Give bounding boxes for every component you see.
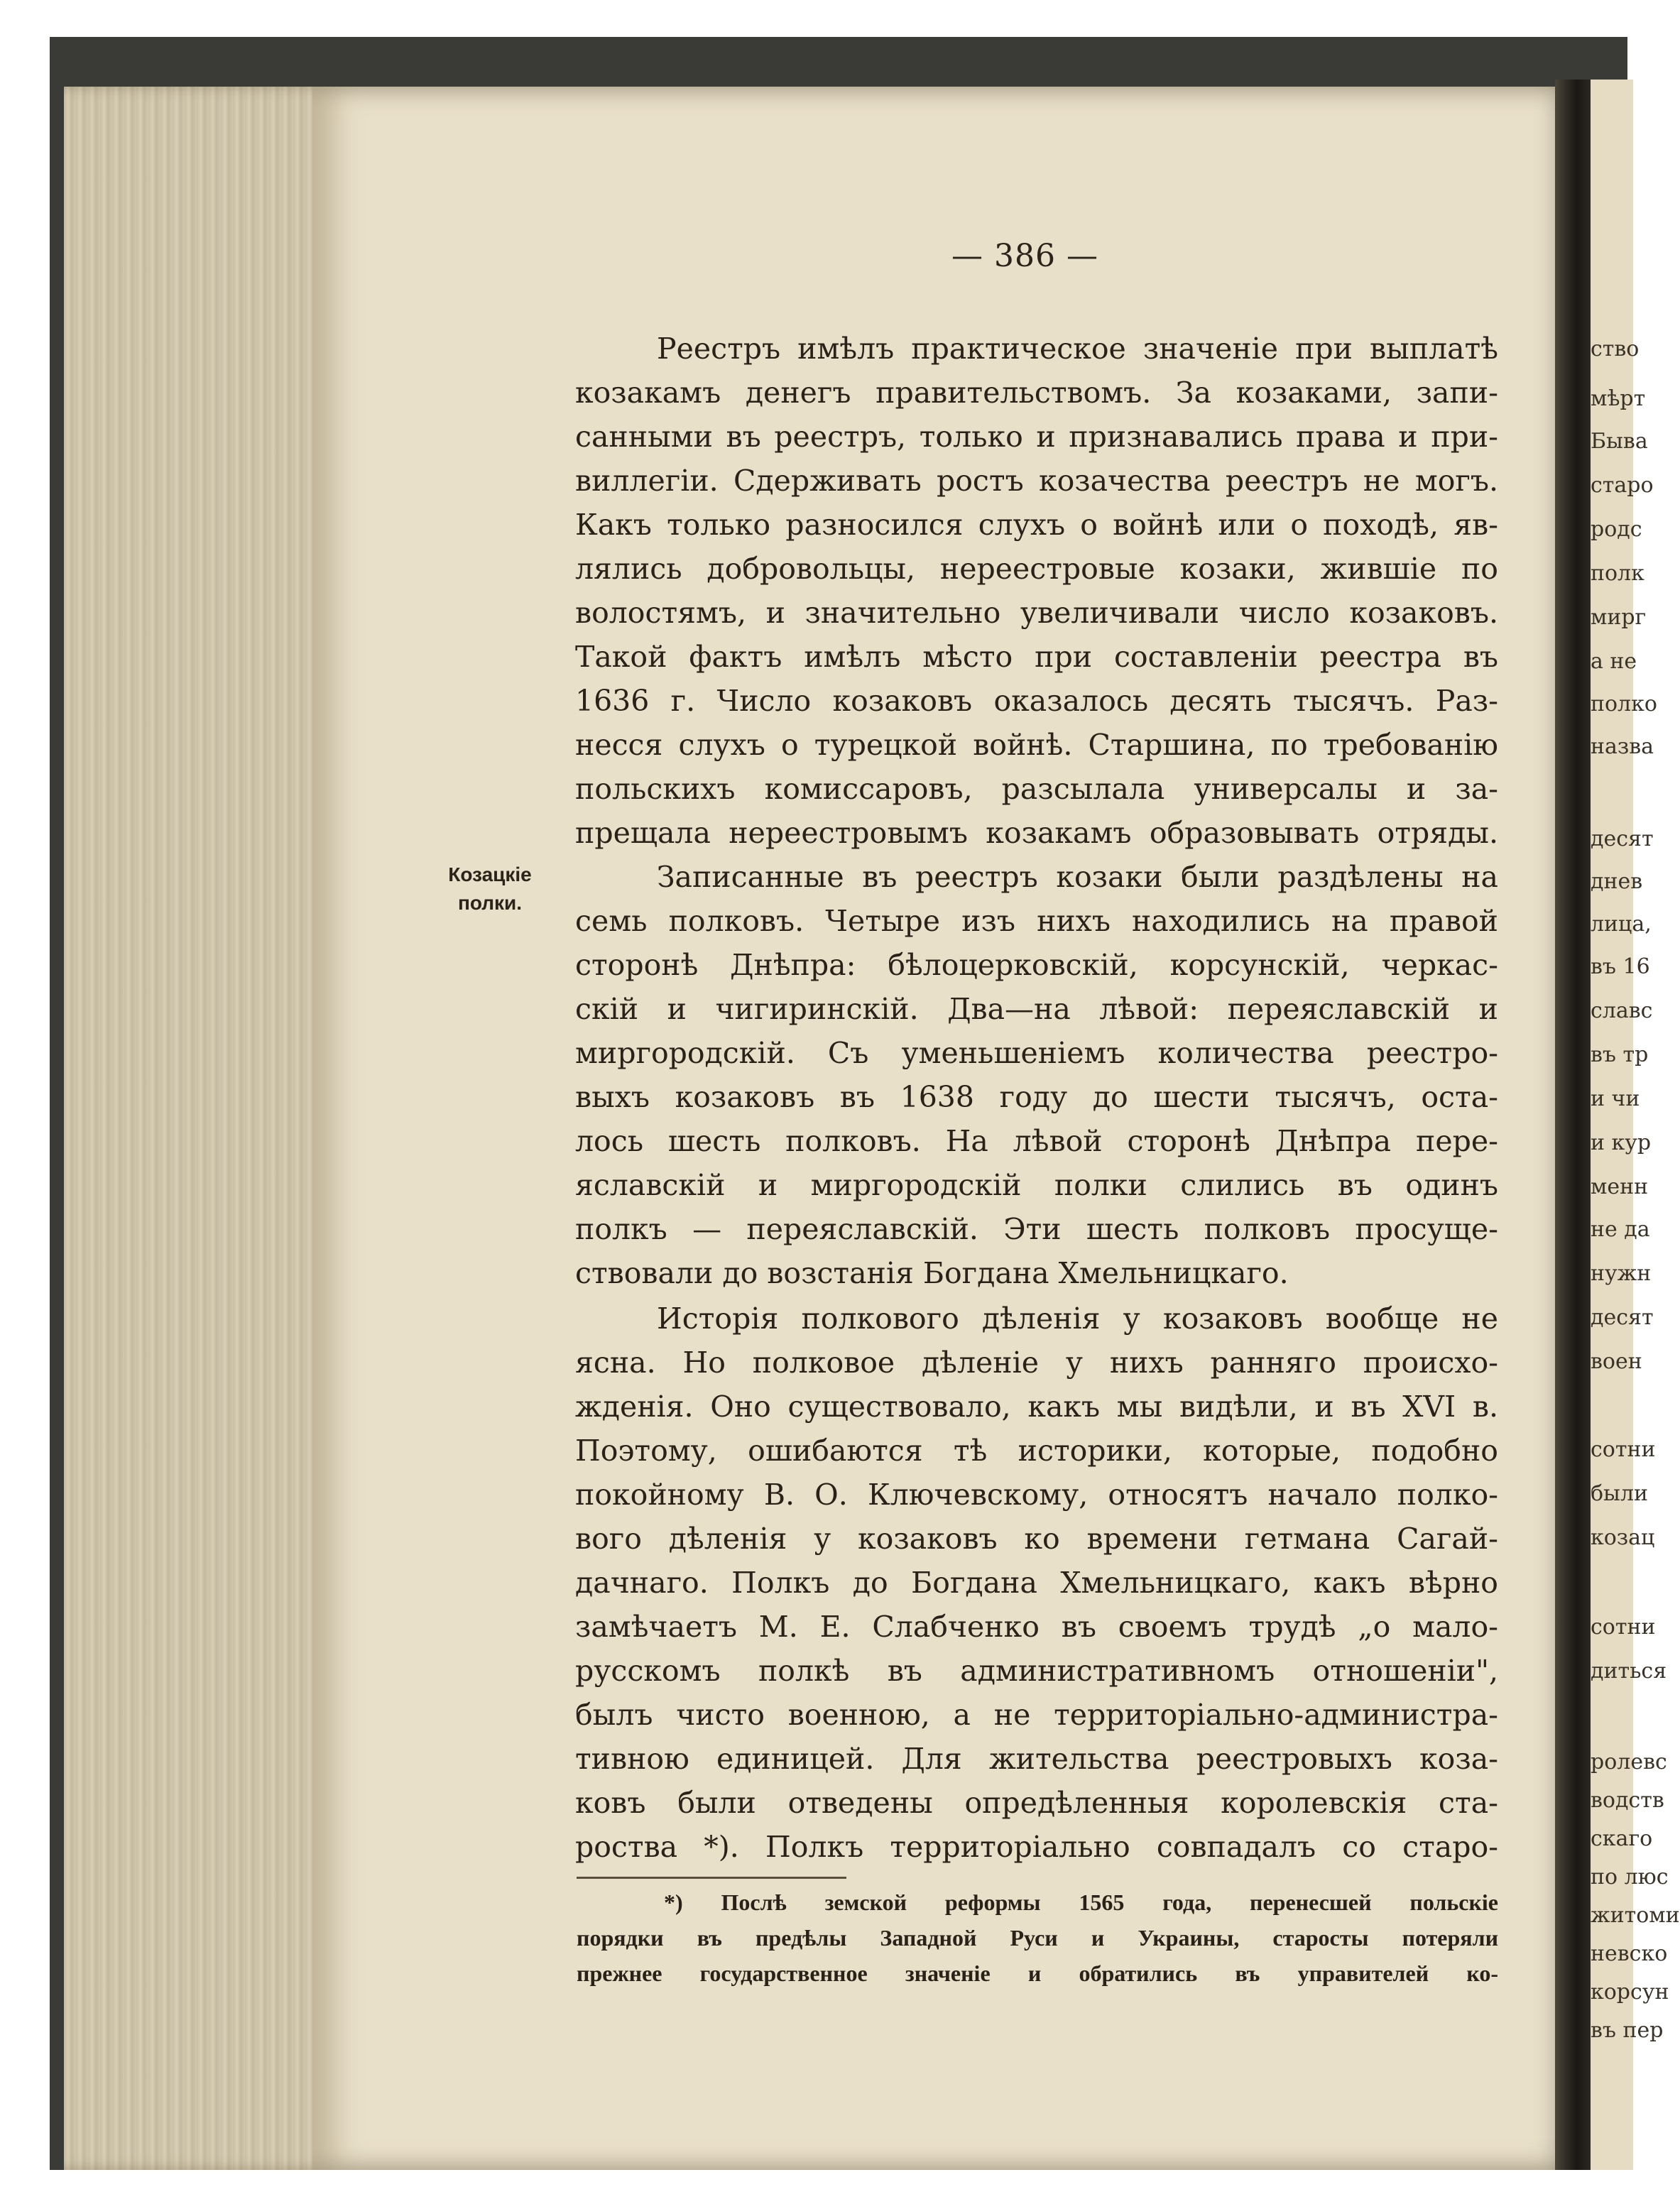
body-line: несся слухъ о турецкой войнѣ. Старшина, по требованію — [575, 728, 1498, 762]
facing-page-fragment: нужн — [1591, 1261, 1652, 1286]
body-line: скій и чигиринскій. Два—на лѣвой: переяславскій и — [575, 992, 1498, 1026]
facing-page-fragment: по люс — [1591, 1865, 1669, 1889]
facing-page-fragment: козац — [1591, 1525, 1655, 1550]
footnote-line: порядки въ предѣлы Западной Руси и Украины, старосты потеряли — [577, 1925, 1498, 1951]
book-gutter — [1555, 80, 1591, 2170]
body-line: ковъ были отведены опредѣленныя королевскія ста- — [575, 1786, 1498, 1820]
facing-page-fragment: водств — [1591, 1788, 1664, 1813]
facing-page-fragment: сотни — [1591, 1437, 1656, 1462]
body-line: выхъ козаковъ въ 1638 году до шести тысячъ, оста- — [575, 1080, 1498, 1114]
facing-page-fragment: менн — [1591, 1174, 1649, 1199]
body-line: яславскій и миргородскій полки слились въ одинъ — [575, 1168, 1498, 1202]
body-line: Поэтому, ошибаются тѣ историки, которые, подобно — [575, 1434, 1498, 1468]
footnote-rule — [577, 1877, 846, 1879]
facing-page-fragment: десят — [1591, 1305, 1654, 1330]
facing-page-fragment: а не — [1591, 649, 1637, 674]
facing-page-fragment: родс — [1591, 517, 1642, 542]
facing-page-fragment: были — [1591, 1481, 1648, 1506]
facing-page-fragment: днев — [1591, 869, 1643, 894]
facing-page-fragment: полк — [1591, 561, 1644, 586]
body-line: лось шесть полковъ. На лѣвой сторонѣ Днѣпра пере- — [575, 1124, 1498, 1158]
body-line: русскомъ полкѣ въ административномъ отношеніи", — [575, 1654, 1498, 1688]
body-line: Исторія полкового дѣленія у козаковъ вообще не — [657, 1302, 1498, 1336]
body-line: Записанные въ реестръ козаки были раздѣлены на — [657, 860, 1498, 894]
body-line: виллегіи. Сдерживать ростъ козачества реестръ не могъ. — [575, 464, 1498, 498]
body-line: семь полковъ. Четыре изъ нихъ находились на правой — [575, 904, 1498, 938]
facing-page-fragment: воен — [1591, 1349, 1642, 1374]
body-line: дачнаго. Полкъ до Богдана Хмельницкаго, какъ вѣрно — [575, 1566, 1498, 1600]
facing-page-fragment: и чи — [1591, 1086, 1640, 1111]
facing-page-fragment: полко — [1591, 692, 1657, 716]
facing-page-fragment: въ 16 — [1591, 954, 1650, 979]
facing-page-fragment: сотни — [1591, 1615, 1656, 1640]
body-line: волостямъ, и значительно увеличивали число козаковъ. — [575, 596, 1498, 630]
facing-page-fragment: не да — [1591, 1217, 1650, 1242]
body-line: сторонѣ Днѣпра: бѣлоцерковскій, корсунскій, черкас- — [575, 948, 1498, 982]
facing-page-fragment: лица, — [1591, 912, 1652, 937]
facing-page-fragment: мѣрт — [1591, 386, 1646, 411]
facing-page-fragment: въ тр — [1591, 1042, 1649, 1067]
body-line: вого дѣленія у козаковъ ко времени гетмана Сагай- — [575, 1522, 1498, 1556]
body-line: Какъ только разносился слухъ о войнѣ или о походѣ, яв- — [575, 508, 1498, 542]
facing-page-fragment: славс — [1591, 998, 1653, 1023]
body-line: ясна. Но полковое дѣленіе у нихъ ранняго происхо- — [575, 1346, 1498, 1380]
facing-page-fragment: старо — [1591, 473, 1654, 498]
facing-page-fragment: Быва — [1591, 429, 1648, 454]
page-number: — 386 — — [951, 238, 1098, 274]
body-line: миргородскій. Съ уменьшеніемъ количества реестро- — [575, 1036, 1498, 1070]
facing-page-fragment: диться — [1591, 1659, 1667, 1684]
body-line: лялись добровольцы, нереестровые козаки, жившіе по — [575, 552, 1498, 586]
body-line: Такой фактъ имѣлъ мѣсто при составленіи реестра въ — [575, 640, 1498, 674]
facing-page-fragment: въ пер — [1591, 2018, 1664, 2043]
body-line: покойному В. О. Ключевскому, относятъ начало полко- — [575, 1478, 1498, 1512]
body-line: былъ чисто военною, а не территоріально-администра- — [575, 1698, 1498, 1732]
body-line: 1636 г. Число козаковъ оказалось десять тысячъ. Раз- — [575, 684, 1498, 718]
body-line: тивною единицей. Для жительства реестровыхъ коза- — [575, 1742, 1498, 1776]
facing-page-fragment: и кур — [1591, 1130, 1652, 1155]
body-line: замѣчаетъ М. Е. Слабченко въ своемъ трудѣ „о мало- — [575, 1610, 1498, 1644]
facing-page-fragment: житоми — [1591, 1903, 1680, 1928]
body-line: козакамъ денегъ правительствомъ. За козаками, запи- — [575, 376, 1498, 410]
facing-page-fragment: ролевс — [1591, 1750, 1667, 1774]
body-line: прещала нереестровымъ козакамъ образовывать отряды. — [575, 816, 1498, 850]
margin-note-line: Козацкіе — [448, 863, 532, 885]
facing-page-fragment: скаго — [1591, 1826, 1653, 1851]
body-line: польскихъ комиссаровъ, разсылала универсалы и за- — [575, 772, 1498, 806]
facing-page-fragment: корсун — [1591, 1980, 1669, 2005]
body-line: жденія. Оно существовало, какъ мы видѣли, и въ XVI в. — [575, 1390, 1498, 1424]
margin-note-line: полки. — [457, 892, 523, 914]
body-line: ствовали до возстанія Богдана Хмельницкаго. — [575, 1256, 1289, 1290]
facing-page-fragment: ство — [1591, 337, 1640, 361]
facing-page-fragment: назва — [1591, 734, 1654, 759]
body-line: Реестръ имѣлъ практическое значеніе при выплатѣ — [657, 332, 1498, 366]
facing-page-fragment: невско — [1591, 1941, 1668, 1966]
margin-note — [437, 861, 543, 917]
body-line: полкъ — переяславскій. Эти шесть полковъ просуще- — [575, 1212, 1498, 1246]
body-line: роства *). Полкъ территоріально совпадалъ со старо- — [575, 1830, 1498, 1864]
footnote-line: *) Послѣ земской реформы 1565 года, перенесшей польскіе — [664, 1889, 1498, 1915]
body-line: санными въ реестръ, только и признавались права и при- — [575, 420, 1498, 454]
footnote-line: прежнее государственное значеніе и обратились въ управителей ко- — [577, 1960, 1498, 1986]
facing-page-fragment: мирг — [1591, 605, 1647, 630]
facing-page-fragment: десят — [1591, 827, 1654, 851]
facing-page — [1591, 80, 1680, 2170]
